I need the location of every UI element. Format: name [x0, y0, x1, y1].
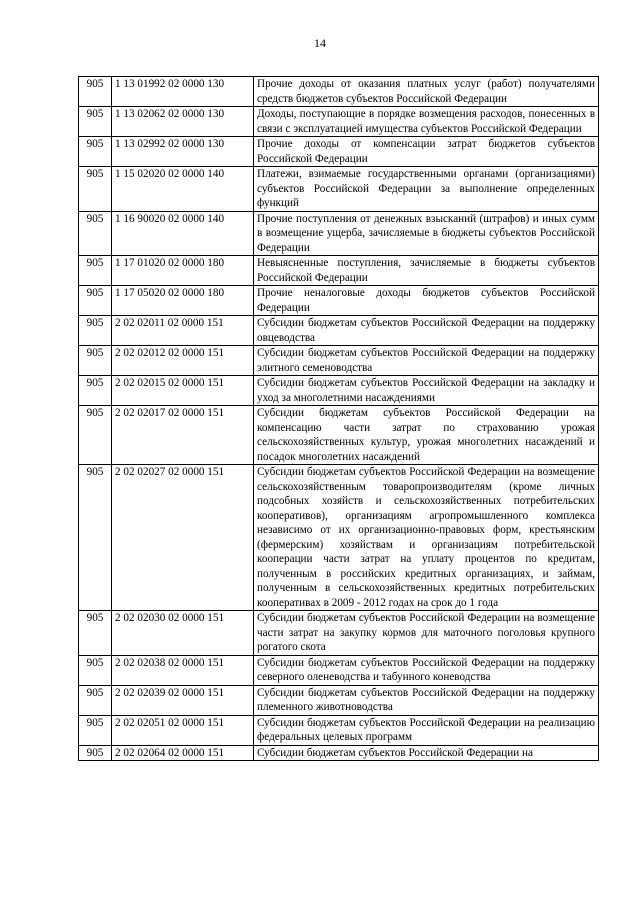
budget-classification-code-cell: 1 13 02062 02 0000 130: [112, 107, 254, 137]
budget-classification-code-cell: 2 02 02038 02 0000 151: [112, 655, 254, 685]
administrator-code-cell: 905: [79, 256, 112, 286]
table-row: [79, 107, 599, 137]
table-row: [79, 611, 599, 656]
income-name-cell: Прочие доходы от оказания платных услуг (работ) получателями средств бюджетов субъектов Российской Федерации: [254, 77, 599, 107]
income-name-cell: Субсидии бюджетам субъектов Российской Федерации на возмещение сельскохозяйственным товаропроизводителям (кроме личных подсобных хозяйств и сельскохозяйственных потребительских кооперативов), организациям агропромышленного комплекса независимо от их организационно-правовых форм, крестьянским (фермерским) хозяйствам и организациям потребительской кооперации части затрат на уплату процентов по кредитам, полученным в российских кредитных организациях, и займам, полученным в сельскохозяйственных кредитных потребительских кооперативах в 2009 - 2012 годах на срок до 1 года: [254, 465, 599, 611]
table-row: [79, 685, 599, 715]
table-row: [79, 376, 599, 406]
budget-classification-code-cell: 2 02 02030 02 0000 151: [112, 611, 254, 656]
budget-classification-code-cell: 1 13 01992 02 0000 130: [112, 77, 254, 107]
income-name-cell: Прочие доходы от компенсации затрат бюджетов субъектов Российской Федерации: [254, 137, 599, 167]
budget-classification-code-cell: 2 02 02064 02 0000 151: [112, 745, 254, 761]
administrator-code-cell: 905: [79, 167, 112, 212]
administrator-code-cell: 905: [79, 137, 112, 167]
income-name-cell: Субсидии бюджетам субъектов Российской Федерации на поддержку северного оленеводства и табунного коневодства: [254, 655, 599, 685]
administrator-code-cell: 905: [79, 715, 112, 745]
budget-classification-code-cell: 1 17 01020 02 0000 180: [112, 256, 254, 286]
budget-classification-code-cell: 1 16 90020 02 0000 140: [112, 211, 254, 256]
administrator-code-cell: 905: [79, 406, 112, 465]
table-row: [79, 465, 599, 611]
table-row: [79, 256, 599, 286]
budget-income-codes-table: [78, 76, 599, 761]
income-name-cell: Невыясненные поступления, зачисляемые в бюджеты субъектов Российской Федерации: [254, 256, 599, 286]
income-name-cell: Субсидии бюджетам субъектов Российской Федерации на закладку и уход за многолетними насаждениями: [254, 376, 599, 406]
administrator-code-cell: 905: [79, 611, 112, 656]
income-name-cell: Платежи, взимаемые государственными органами (организациями) субъектов Российской Федерации за выполнение определенных функций: [254, 167, 599, 212]
table-row: [79, 316, 599, 346]
budget-classification-code-cell: 1 15 02020 02 0000 140: [112, 167, 254, 212]
budget-classification-code-cell: 2 02 02051 02 0000 151: [112, 715, 254, 745]
table-row: [79, 211, 599, 256]
table-row: [79, 137, 599, 167]
table-row: [79, 77, 599, 107]
budget-classification-code-cell: 2 02 02027 02 0000 151: [112, 465, 254, 611]
table-body: [79, 77, 599, 761]
budget-classification-code-cell: 2 02 02015 02 0000 151: [112, 376, 254, 406]
administrator-code-cell: 905: [79, 376, 112, 406]
administrator-code-cell: 905: [79, 286, 112, 316]
table-row: [79, 715, 599, 745]
table-row: [79, 406, 599, 465]
administrator-code-cell: 905: [79, 211, 112, 256]
administrator-code-cell: 905: [79, 107, 112, 137]
income-name-cell: Субсидии бюджетам субъектов Российской Федерации на возмещение части затрат на закупку кормов для маточного поголовья крупного рогатого скота: [254, 611, 599, 656]
income-name-cell: Прочие неналоговые доходы бюджетов субъектов Российской Федерации: [254, 286, 599, 316]
income-name-cell: Субсидии бюджетам субъектов Российской Федерации на компенсацию части затрат по страхованию урожая сельскохозяйственных культур, урожая многолетних насаждений и посадок многолетних насаждений: [254, 406, 599, 465]
table-row: [79, 286, 599, 316]
administrator-code-cell: 905: [79, 685, 112, 715]
table-row: [79, 167, 599, 212]
income-name-cell: Субсидии бюджетам субъектов Российской Федерации на поддержку овцеводства: [254, 316, 599, 346]
budget-classification-code-cell: 2 02 02011 02 0000 151: [112, 316, 254, 346]
administrator-code-cell: 905: [79, 465, 112, 611]
income-name-cell: Субсидии бюджетам субъектов Российской Федерации на поддержку племенного животноводства: [254, 685, 599, 715]
page-number: 14: [314, 36, 326, 50]
budget-classification-code-cell: 2 02 02039 02 0000 151: [112, 685, 254, 715]
income-name-cell: Субсидии бюджетам субъектов Российской Федерации на поддержку элитного семеноводства: [254, 346, 599, 376]
table-row: [79, 655, 599, 685]
income-name-cell: Субсидии бюджетам субъектов Российской Федерации на: [254, 745, 599, 761]
administrator-code-cell: 905: [79, 745, 112, 761]
administrator-code-cell: 905: [79, 655, 112, 685]
budget-classification-code-cell: 2 02 02012 02 0000 151: [112, 346, 254, 376]
budget-classification-code-cell: 1 13 02992 02 0000 130: [112, 137, 254, 167]
budget-classification-code-cell: 1 17 05020 02 0000 180: [112, 286, 254, 316]
income-name-cell: Прочие поступления от денежных взысканий (штрафов) и иных сумм в возмещение ущерба, зачисляемые в бюджеты субъектов Российской Федерации: [254, 211, 599, 256]
administrator-code-cell: 905: [79, 77, 112, 107]
income-name-cell: Доходы, поступающие в порядке возмещения расходов, понесенных в связи с эксплуатацией имущества субъектов Российской Федерации: [254, 107, 599, 137]
table-row: [79, 346, 599, 376]
budget-classification-code-cell: 2 02 02017 02 0000 151: [112, 406, 254, 465]
table-row: [79, 745, 599, 761]
income-name-cell: Субсидии бюджетам субъектов Российской Федерации на реализацию федеральных целевых программ: [254, 715, 599, 745]
administrator-code-cell: 905: [79, 316, 112, 346]
administrator-code-cell: 905: [79, 346, 112, 376]
